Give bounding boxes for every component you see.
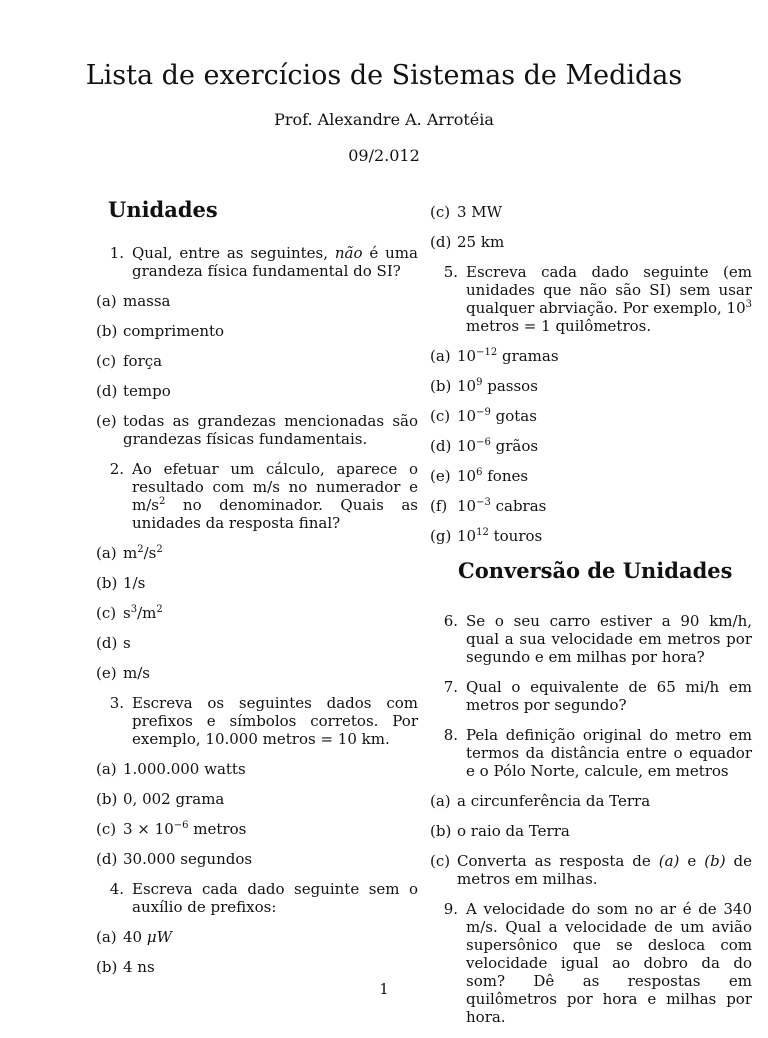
option [96,958,418,976]
unit: μW [146,928,173,946]
option-text [457,347,752,365]
question-text-part: é uma grandeza física fundamental do SI? [132,244,418,280]
superscript: −12 [476,347,498,358]
right-column [430,203,752,1038]
number: 40 [123,928,147,946]
option-text: força [123,352,163,370]
option-label: (e) [96,412,117,430]
question-text: A velocidade do som no ar é de 340 m/s. Qual a velocidade de um avião supersônico que se desloca com velocidade igual ao dobro da do som? Dê as respostas em quilômetros por hora e milhas por hora. [466,900,752,1026]
superscript: 12 [476,527,489,538]
option-text: comprimento [123,322,225,340]
date: 09/2.012 [348,146,420,165]
question-number: 9. [443,900,458,918]
section-title-conversao: Conversão de Unidades [458,558,733,583]
unit: grãos [490,437,539,455]
option-label: (d) [430,437,452,455]
option-text [123,928,418,946]
option-text-part: de metros em milhas. [457,852,753,888]
option-label: (a) [430,347,451,365]
option-label: (a) [96,544,117,562]
option [430,527,752,545]
unit: /m [137,604,157,622]
option [96,850,418,868]
option [96,604,418,622]
option-text [457,467,752,485]
section-title-unidades: Unidades [108,197,218,222]
option [96,928,418,946]
question-2 [96,460,418,532]
option-text: m/s [123,664,150,682]
unit: cabras [490,497,547,515]
number: 10 [457,467,477,485]
unit: touros [488,527,543,545]
option-text [123,820,418,838]
option [96,574,418,592]
option [430,792,752,810]
question-number: 2. [109,460,124,478]
question-text-part: Qual, entre as seguintes, [132,244,328,262]
superscript: −3 [476,497,491,508]
option-text [457,497,752,515]
question-text [132,460,418,532]
option-label: (c) [96,604,117,622]
option-text: 1.000.000 watts [123,760,246,778]
option [430,407,752,425]
option-text: 3 MW [457,203,503,221]
unit: gramas [497,347,559,365]
question-text: Qual o equivalente de 65 mi/h em metros por segundo? [466,678,752,714]
option-text: todas as grandezas mencionadas são grandezas físicas fundamentais. [123,412,418,448]
option-text: tempo [123,382,171,400]
option-label: (a) [96,292,117,310]
option-label: (d) [96,850,118,868]
option-label: (b) [96,322,118,340]
question-1 [96,244,418,280]
question-text: Escreva os seguintes dados com prefixos e símbolos corretos. Por exemplo, 10.000 metros = 10 km. [132,694,418,748]
option-text: massa [123,292,171,310]
unit: passos [482,377,538,395]
option [430,852,752,888]
option [96,292,418,310]
question-number: 6. [443,612,458,630]
superscript: 9 [476,377,483,388]
option-text [123,544,418,562]
number: 3 × 10 [123,820,174,838]
option [96,544,418,562]
option-text [457,527,752,545]
option-label: (c) [430,407,451,425]
superscript: 2 [137,544,144,555]
unit: metros [188,820,247,838]
option [430,203,752,221]
option-text-part: Converta as resposta de [457,852,659,870]
document-title: Lista de exercícios de Sistemas de Medidas [85,60,683,91]
left-column [96,196,418,988]
number: 10 [457,377,477,395]
number: 10 [457,497,477,515]
superscript: −6 [173,820,189,831]
option-label: (g) [430,527,452,545]
option-text [123,604,418,622]
question-text: Escreva cada dado seguinte sem o auxílio de prefixos: [132,880,418,916]
option [430,497,752,515]
superscript: 3 [745,299,752,310]
option-text [457,437,752,455]
superscript: −9 [476,407,491,418]
question-number: 1. [109,244,124,262]
unit: m [123,544,138,562]
emphasis: (a) [658,852,680,870]
number: 10 [457,527,477,545]
option [430,467,752,485]
question-number: 7. [443,678,458,696]
option [96,352,418,370]
question-number: 8. [443,726,458,744]
option [96,322,418,340]
option [96,634,418,652]
question-text-part: no denominador. Quais as unidades da resposta final? [132,496,418,532]
option-label: (e) [96,664,117,682]
option-label: (e) [430,467,451,485]
option [430,347,752,365]
option [430,377,752,395]
option-label: (b) [96,574,118,592]
option [96,664,418,682]
option-label: (b) [430,822,452,840]
question-text-part: Escreva cada dado seguinte (em unidades que não são SI) sem usar qualquer abrviação. Por exemplo, 10 [466,263,752,317]
question-text-part: metros = 1 quilômetros. [466,317,652,335]
superscript: 3 [130,604,138,615]
number: 10 [457,407,477,425]
superscript: 6 [476,467,483,478]
option-text: 4 ns [123,958,155,976]
option-label: (a) [96,928,117,946]
question-text-part: Ao efetuar um cálculo, aparece o resultado com m/s no numerador e m/s [132,460,418,514]
question-8 [430,726,752,780]
option-text: 25 km [457,233,505,251]
option [96,382,418,400]
option-label: (b) [96,790,118,808]
option [430,437,752,455]
number: 10 [457,347,477,365]
question-text: Pela definição original do metro em termos da distância entre o equador e o Pólo Norte, calcule, em metros [466,726,752,780]
option-text: 0, 002 grama [123,790,225,808]
superscript: 2 [156,604,163,615]
option-label: (c) [430,203,451,221]
question-4 [96,880,418,916]
question-text [132,244,418,280]
option-text: 30.000 segundos [123,850,253,868]
page-number: 1 [379,980,389,998]
emphasis: (b) [704,852,726,870]
superscript: −6 [476,437,491,448]
option [430,233,752,251]
question-6 [430,612,752,666]
option-label: (a) [96,760,117,778]
option-text [457,377,752,395]
option [96,790,418,808]
option-label: (c) [430,852,451,870]
question-number: 4. [109,880,124,898]
option-text-part: e [679,852,705,870]
option-label: (b) [96,958,118,976]
superscript: 2 [156,544,163,555]
question-number: 3. [109,694,124,712]
option [96,820,418,838]
option-text: 1/s [123,574,146,592]
option-text [457,852,752,888]
option-label: (c) [96,820,117,838]
option-label: (d) [96,382,118,400]
option [96,412,418,448]
question-text: Se o seu carro estiver a 90 km/h, qual a sua velocidade em metros por segundo e em milhas por hora? [466,612,752,666]
unit: /s [143,544,157,562]
option-text: o raio da Terra [457,822,570,840]
option-label: (c) [96,352,117,370]
option-label: (b) [430,377,452,395]
option-label: (d) [96,634,118,652]
author: Prof. Alexandre A. Arrotéia [274,110,494,129]
unit: s [123,604,131,622]
question-3 [96,694,418,748]
option-label: (d) [430,233,452,251]
question-9 [430,900,752,1026]
number: 10 [457,437,477,455]
unit: fones [482,467,529,485]
question-7 [430,678,752,714]
option-text: a circunferência da Terra [457,792,651,810]
emphasis: não [334,244,363,262]
question-5 [430,263,752,335]
option [96,760,418,778]
option-label: (f) [430,497,448,515]
question-text [466,263,752,335]
option [430,822,752,840]
question-number: 5. [443,263,458,281]
superscript: 2 [158,496,166,507]
option-text: s [123,634,131,652]
unit: gotas [490,407,537,425]
option-text [457,407,752,425]
option-label: (a) [430,792,451,810]
